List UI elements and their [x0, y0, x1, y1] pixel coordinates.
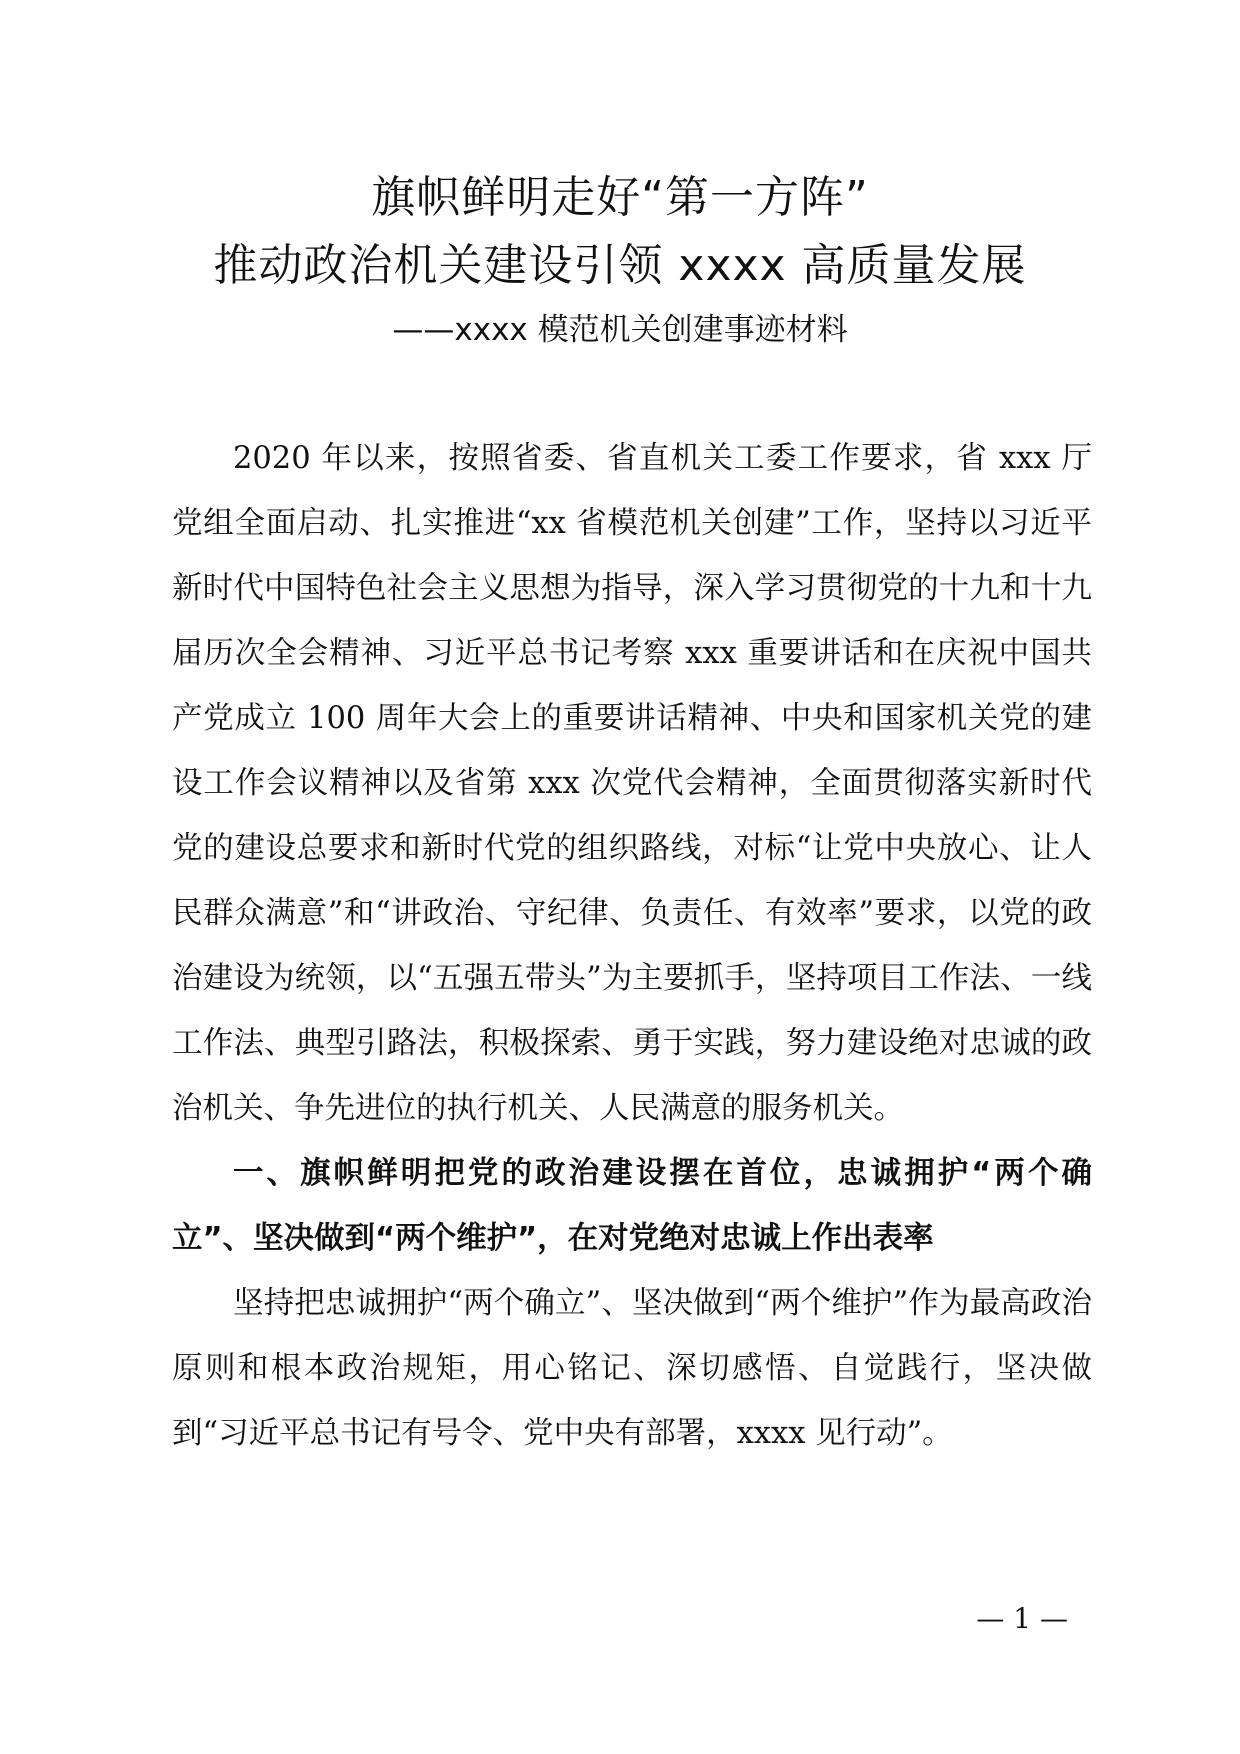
- body-paragraph-1: 2020 年以来，按照省委、省直机关工委工作要求，省 xxx 厅党组全面启动、扎实推进“xx 省模范机关创建”工作，坚持以习近平新时代中国特色社会主义思想为指导，深入学习贯彻党的十九和十九届历次全会精神、习近平总书记考察 xxx 重要讲话和在庆祝中国共产党成立 100 周年大会上的重要讲话精神、中央和国家机关党的建设工作会议精神以及省第 xxx 次党代会精神，全面贯彻落实新时代党的建设总要求和新时代党的组织路线，对标“让党中央放心、让人民群众满意”和“讲政治、守纪律、负责任、有效率”要求，以党的政治建设为统领，以“五强五带头”为主要抓手，坚持项目工作法、一线工作法、典型引路法，积极探索、勇于实践，努力建设绝对忠诚的政治机关、争先进位的执行机关、人民满意的服务机关。: [172, 441, 1092, 1126]
- section-heading-1: 一、旗帜鲜明把党的政治建设摆在首位，忠诚拥护“两个确立”、坚决做到“两个维护”，在对党绝对忠诚上作出表率: [172, 1156, 1092, 1256]
- body-paragraph-2: 坚持把忠诚拥护“两个确立”、坚决做到“两个维护”作为最高政治原则和根本政治规矩，用心铭记、深切感悟、自觉践行，坚决做到“习近平总书记有号令、党中央有部署，xxxx 见行动”。: [172, 1286, 1092, 1451]
- title-line-1: 旗帜鲜明走好“第一方阵”: [371, 172, 869, 223]
- subtitle: ——xxxx 模范机关创建事迹材料: [392, 312, 848, 348]
- page-number: — 1 —: [976, 1602, 1068, 1635]
- document-body: [172, 426, 1092, 1466]
- title-line-2: 推动政治机关建设引领 xxxx 高质量发展: [213, 240, 1027, 291]
